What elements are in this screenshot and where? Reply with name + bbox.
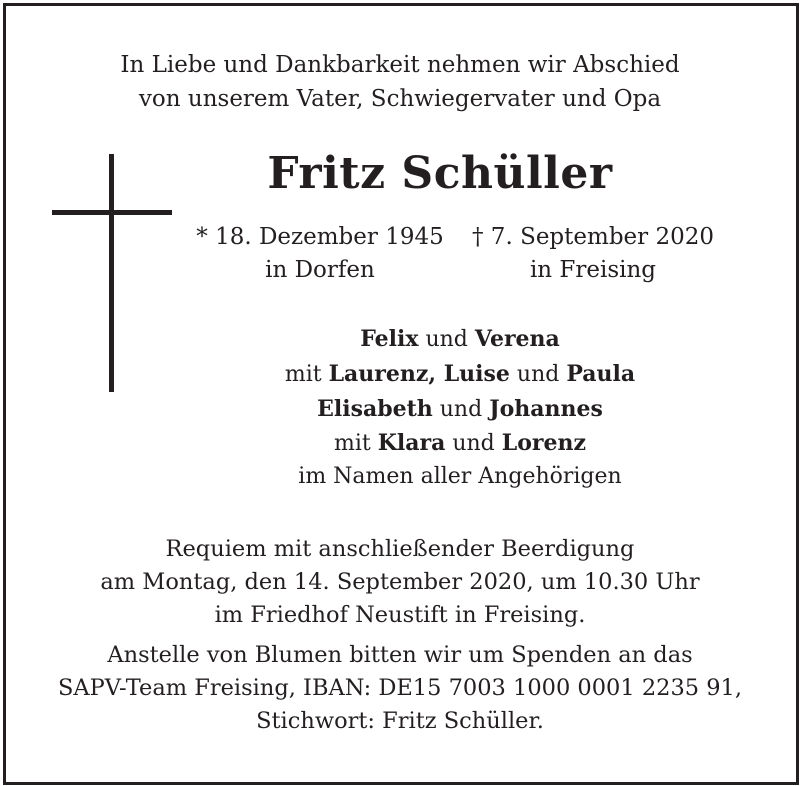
service-line-2: am Montag, den 14. September 2020, um 10.30 Uhr	[100, 569, 700, 595]
family-connector-text: und	[445, 431, 502, 456]
family-line	[60, 326, 800, 352]
family-connector-text: und	[509, 362, 567, 387]
family-connector-text: und	[418, 327, 475, 352]
family-member-name: Verena	[474, 326, 560, 352]
service-line-3: im Friedhof Neustift in Freising.	[214, 602, 586, 628]
family-member-name: Lorenz	[501, 430, 586, 456]
birth-place: in Dorfen	[265, 257, 375, 283]
family-connector-text: mit	[284, 362, 329, 387]
family-connector-text: mit	[334, 431, 378, 456]
family-member-name: Johannes	[489, 396, 603, 422]
family-member-name: Laurenz, Luise	[328, 361, 510, 387]
family-line	[60, 361, 800, 387]
family-connector-text: im Namen aller Angehörigen	[298, 464, 622, 489]
family-line	[60, 430, 800, 456]
family-member-name: Klara	[377, 430, 446, 456]
family-member-name: Elisabeth	[317, 396, 433, 422]
death-place: in Freising	[529, 257, 657, 283]
donation-line-3: Stichwort: Fritz Schüller.	[256, 708, 544, 734]
family-line	[60, 396, 800, 422]
donation-line-2: SAPV-Team Freising, IBAN: DE15 7003 1000 0001 2235 91,	[57, 675, 743, 701]
intro-line-2: von unserem Vater, Schwiegervater und Opa	[138, 86, 662, 112]
donation-line-1: Anstelle von Blumen bitten wir um Spenden an das	[107, 642, 693, 668]
family-line	[60, 464, 800, 489]
family-member-name: Felix	[360, 326, 419, 352]
birth-date: * 18. Dezember 1945	[196, 224, 444, 250]
family-member-name: Paula	[566, 361, 636, 387]
deceased-name: Fritz Schüller	[267, 148, 613, 199]
death-date: † 7. September 2020	[472, 224, 714, 250]
family-connector-text: und	[432, 397, 490, 422]
intro-line-1: In Liebe und Dankbarkeit nehmen wir Abschied	[120, 52, 680, 78]
service-line-1: Requiem mit anschließender Beerdigung	[165, 536, 635, 562]
